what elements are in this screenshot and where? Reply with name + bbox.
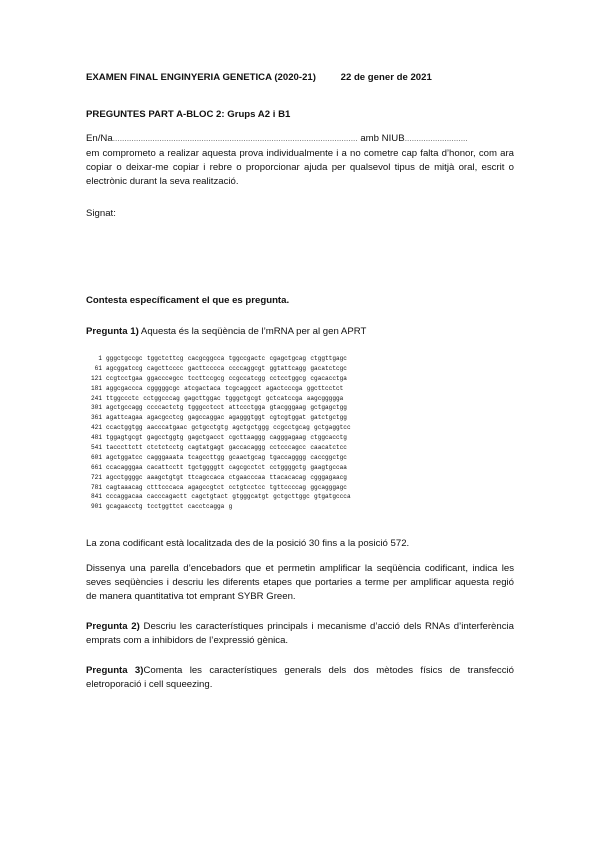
question-2	[86, 620, 514, 648]
sequence-position: 901	[91, 503, 102, 511]
sequence-position: 541	[91, 444, 102, 452]
sequence-block: ccgccatcgg	[228, 374, 266, 382]
sequence-position: 121	[91, 374, 102, 382]
sequence-position: 1	[98, 355, 102, 362]
exam-title	[86, 71, 432, 84]
sequence-block: cctggggctg	[269, 463, 307, 471]
sequence-block: gctgagctgg	[310, 404, 347, 412]
sequence-block: agagccgtct	[187, 483, 225, 491]
sequence-block: ctggcacctg	[310, 434, 347, 442]
sequence-block: cacattcctt	[146, 463, 184, 471]
sequence-block: tggccgactc	[228, 355, 266, 362]
sequence-block: tccttccgcg	[187, 374, 225, 382]
sequence-block: gcaactgcag	[228, 453, 266, 461]
sequence-block: ggcttcctct	[306, 384, 344, 392]
sequence-row	[86, 463, 516, 473]
sequence-block: cagctgtact	[191, 493, 228, 501]
sequence-row	[86, 502, 516, 512]
question-2-label: Pregunta 2)	[86, 621, 140, 632]
sequence-block: gggctgccgc	[106, 355, 143, 362]
sequence-block: cgggggcgc	[146, 384, 180, 392]
sequence-block: ccactggtgg	[106, 424, 143, 432]
sequence-block: cctggcccag	[143, 394, 180, 402]
sequence-block: gtacgggaag	[269, 404, 307, 412]
mrna-sequence	[86, 354, 516, 512]
sequence-block: cacctcagga	[187, 503, 225, 511]
sequence-block: tggctcttcg	[146, 355, 184, 362]
sequence-row	[86, 423, 516, 433]
question-3	[86, 664, 514, 692]
sequence-block: ctgaacccaa	[228, 473, 266, 481]
sequence-position: 661	[91, 463, 102, 471]
sequence-block: cccaggacaa	[106, 493, 143, 501]
sequence-position: 601	[91, 453, 102, 461]
sequence-row	[86, 413, 516, 423]
sequence-block: cagcgcctct	[228, 463, 266, 471]
sequence-block: agctgctggg	[232, 424, 269, 432]
sequence-block: cagtaaacag	[106, 483, 143, 491]
sequence-block: cctgtcctcc	[228, 483, 266, 491]
sequence-block: g	[228, 503, 233, 511]
sequence-block: agattcagaa	[106, 414, 143, 422]
sequence-block: ccgcctgcag	[273, 424, 310, 432]
sequence-block: ccacagggaa	[106, 463, 143, 471]
sequence-block: ccgtcctgaa	[106, 374, 143, 382]
sequence-row	[86, 473, 516, 483]
sequence-block: cagggaaata	[146, 453, 184, 461]
sequence-block: gcagaacctg	[106, 503, 143, 511]
sequence-block: cacccagactt	[146, 493, 188, 501]
sequence-row	[86, 354, 516, 364]
sequence-position: 61	[94, 364, 102, 372]
sequence-position: 841	[91, 493, 102, 501]
sequence-block: atcgactaca	[184, 384, 221, 392]
sequence-block: gacttcccca	[187, 364, 225, 372]
sequence-block: caacatctcc	[310, 444, 347, 452]
sequence-block: gacatctcgc	[310, 364, 347, 372]
sequence-block: aaagctgtgt	[146, 473, 184, 481]
coding-zone-text: La zona codificant està localitzada des de la posició 30 fins a la posició 572.	[86, 538, 410, 549]
sequence-position: 481	[91, 434, 102, 442]
question-2-text: Descriu les característiques principals i mecanisme d’acció dels RNAs d’interferència emprats com a inhibidors de l’expressió gènica.	[86, 621, 514, 646]
sequence-block: gctcatccga	[265, 394, 303, 402]
sequence-block: tcagccttgg	[187, 453, 225, 461]
sequence-block: ttggccctc	[106, 394, 139, 402]
sequence-block: tgctggggtt	[187, 463, 225, 471]
sequence-block: gagctgacct	[187, 434, 225, 442]
sequence-block: gaagtgccaa	[310, 463, 347, 471]
sequence-block: cagtatgagt	[187, 444, 225, 452]
sequence-block: agacgcctcg	[146, 414, 184, 422]
exam-subtitle: PREGUNTES PART A-BLOC 2: Grups A2 i B1	[86, 109, 291, 120]
sequence-block: aacccatgaac	[146, 424, 188, 432]
question-1-text: Aquesta és la seqüència de l’mRNA per al gen APRT	[140, 326, 367, 337]
sequence-block: ggcagggagc	[310, 483, 347, 491]
sequence-block: tgggctgcgt	[224, 394, 262, 402]
sequence-position: 301	[91, 404, 102, 412]
sequence-block: tgggcctcct	[187, 404, 225, 412]
exam-date: 22 de gener de 2021	[340, 72, 432, 83]
sequence-block: attccctgga	[228, 404, 266, 412]
sequence-block: cacgcggcca	[187, 355, 225, 362]
sequence-position: 241	[91, 394, 102, 402]
question-3-text: Comenta les característiques generals dels dos mètodes físics de transfecció eletroporació i cell squeezing.	[86, 665, 514, 690]
sequence-block: gtgatgccca	[314, 493, 351, 501]
sequence-position: 361	[91, 414, 102, 422]
sequence-block: aagcggggga	[306, 394, 344, 402]
question-1-task: Dissenya una parella d’encebadors que et permetin amplificar la seqüència codificant, indica les seves seqüències i descriu les diferents etapes que portaries a terme per amplificar aquesta regió de manera quantitativa tot emprant SYBR Green.	[86, 563, 514, 602]
question-3-label: Pregunta 3)	[86, 665, 144, 676]
sequence-block: ccccactctg	[146, 404, 184, 412]
sequence-block: agcggatccg	[106, 364, 143, 372]
sequence-block: gctgcttggc	[273, 493, 310, 501]
sequence-block: aggcgaccca	[106, 384, 143, 392]
sequence-block: cagcttcccc	[146, 364, 184, 372]
sequence-block: ttacacacag	[269, 473, 307, 481]
sequence-row	[86, 433, 516, 443]
sequence-block: ccccaggcgt	[228, 364, 266, 372]
sequence-block: tacccttctt	[106, 444, 143, 452]
sequence-block: cgacacctga	[310, 374, 347, 382]
sequence-block: tgttccccag	[269, 483, 307, 491]
sequence-block: tcgcaggcct	[224, 384, 262, 392]
sequence-block: ggacccegcc	[146, 374, 184, 382]
sequence-block: ggtattcagg	[269, 364, 307, 372]
instruction: Contesta específicament el que es pregunta.	[86, 295, 290, 306]
sequence-block: cgcttaaggg	[228, 434, 266, 442]
sequence-position: 781	[91, 483, 102, 491]
sequence-block: cgggagaacg	[310, 473, 347, 481]
exam-title-text: EXAMEN FINAL ENGINYERIA GENETICA (2020-21)	[86, 72, 316, 83]
sequence-block: tggagtgcgt	[106, 434, 143, 442]
sequence-block: agactcccga	[265, 384, 303, 392]
sequence-row	[86, 492, 516, 502]
sequence-block: ttcagccaca	[187, 473, 225, 481]
sequence-block: caccggctgc	[310, 453, 347, 461]
sequence-block: agagggtggt	[228, 414, 266, 422]
sequence-block: ctttcccaca	[146, 483, 184, 491]
sequence-block: gagccaggac	[187, 414, 225, 422]
sequence-position: 421	[91, 424, 102, 432]
sequence-block: ctggttgagc	[310, 355, 347, 362]
sequence-row	[86, 483, 516, 493]
niub-label: amb NIUB	[360, 133, 405, 144]
niub-blank: ………………………	[404, 136, 468, 143]
sequence-row	[86, 443, 516, 453]
honor-statement: em comprometo a realizar aquesta prova individualmente i a no cometre cap falta d’honor, com ara copiar o deixar-me copiar i rebre o proporcionar ajuda per qualsevol tipus de mitjà oral, escrit o electrònic durant la seva realització.	[86, 148, 514, 187]
question-1-label: Pregunta 1)	[86, 326, 139, 337]
signature-label: Signat:	[86, 208, 116, 219]
sequence-position: 721	[91, 473, 102, 481]
sequence-position: 181	[91, 384, 102, 392]
sequence-row	[86, 403, 516, 413]
sequence-block: tcctggttct	[146, 503, 184, 511]
sequence-block: cctcccagcc	[269, 444, 307, 452]
sequence-block: gatctgctgg	[310, 414, 347, 422]
sequence-row	[86, 453, 516, 463]
sequence-block: cgtcgtggat	[269, 414, 307, 422]
honor-name-line	[86, 132, 468, 146]
sequence-row	[86, 384, 516, 394]
sequence-block: cagggagaag	[269, 434, 307, 442]
name-blank: ……………………………………………………………………………………………	[112, 136, 358, 143]
sequence-row	[86, 394, 516, 404]
sequence-block: tgaccagggg	[269, 453, 307, 461]
sequence-row	[86, 364, 516, 374]
sequence-row	[86, 374, 516, 384]
question-1-heading	[86, 325, 366, 338]
sequence-block: cctcctggcg	[269, 374, 307, 382]
sequence-block: gagcttggac	[184, 394, 221, 402]
sequence-block: cgagctgcag	[269, 355, 307, 362]
sequence-block: gagcctggtg	[146, 434, 184, 442]
sequence-block: gtgggcatgt	[232, 493, 269, 501]
name-label: En/Na	[86, 133, 113, 144]
sequence-block: agctgccagg	[106, 404, 143, 412]
sequence-block: agctggatcc	[106, 453, 143, 461]
sequence-block: gctgaggtcc	[314, 424, 351, 432]
sequence-block: ctctctcctg	[146, 444, 184, 452]
sequence-block: gaccacaggg	[228, 444, 266, 452]
sequence-block: agcctggggc	[106, 473, 143, 481]
sequence-block: gctgcctgtg	[191, 424, 228, 432]
